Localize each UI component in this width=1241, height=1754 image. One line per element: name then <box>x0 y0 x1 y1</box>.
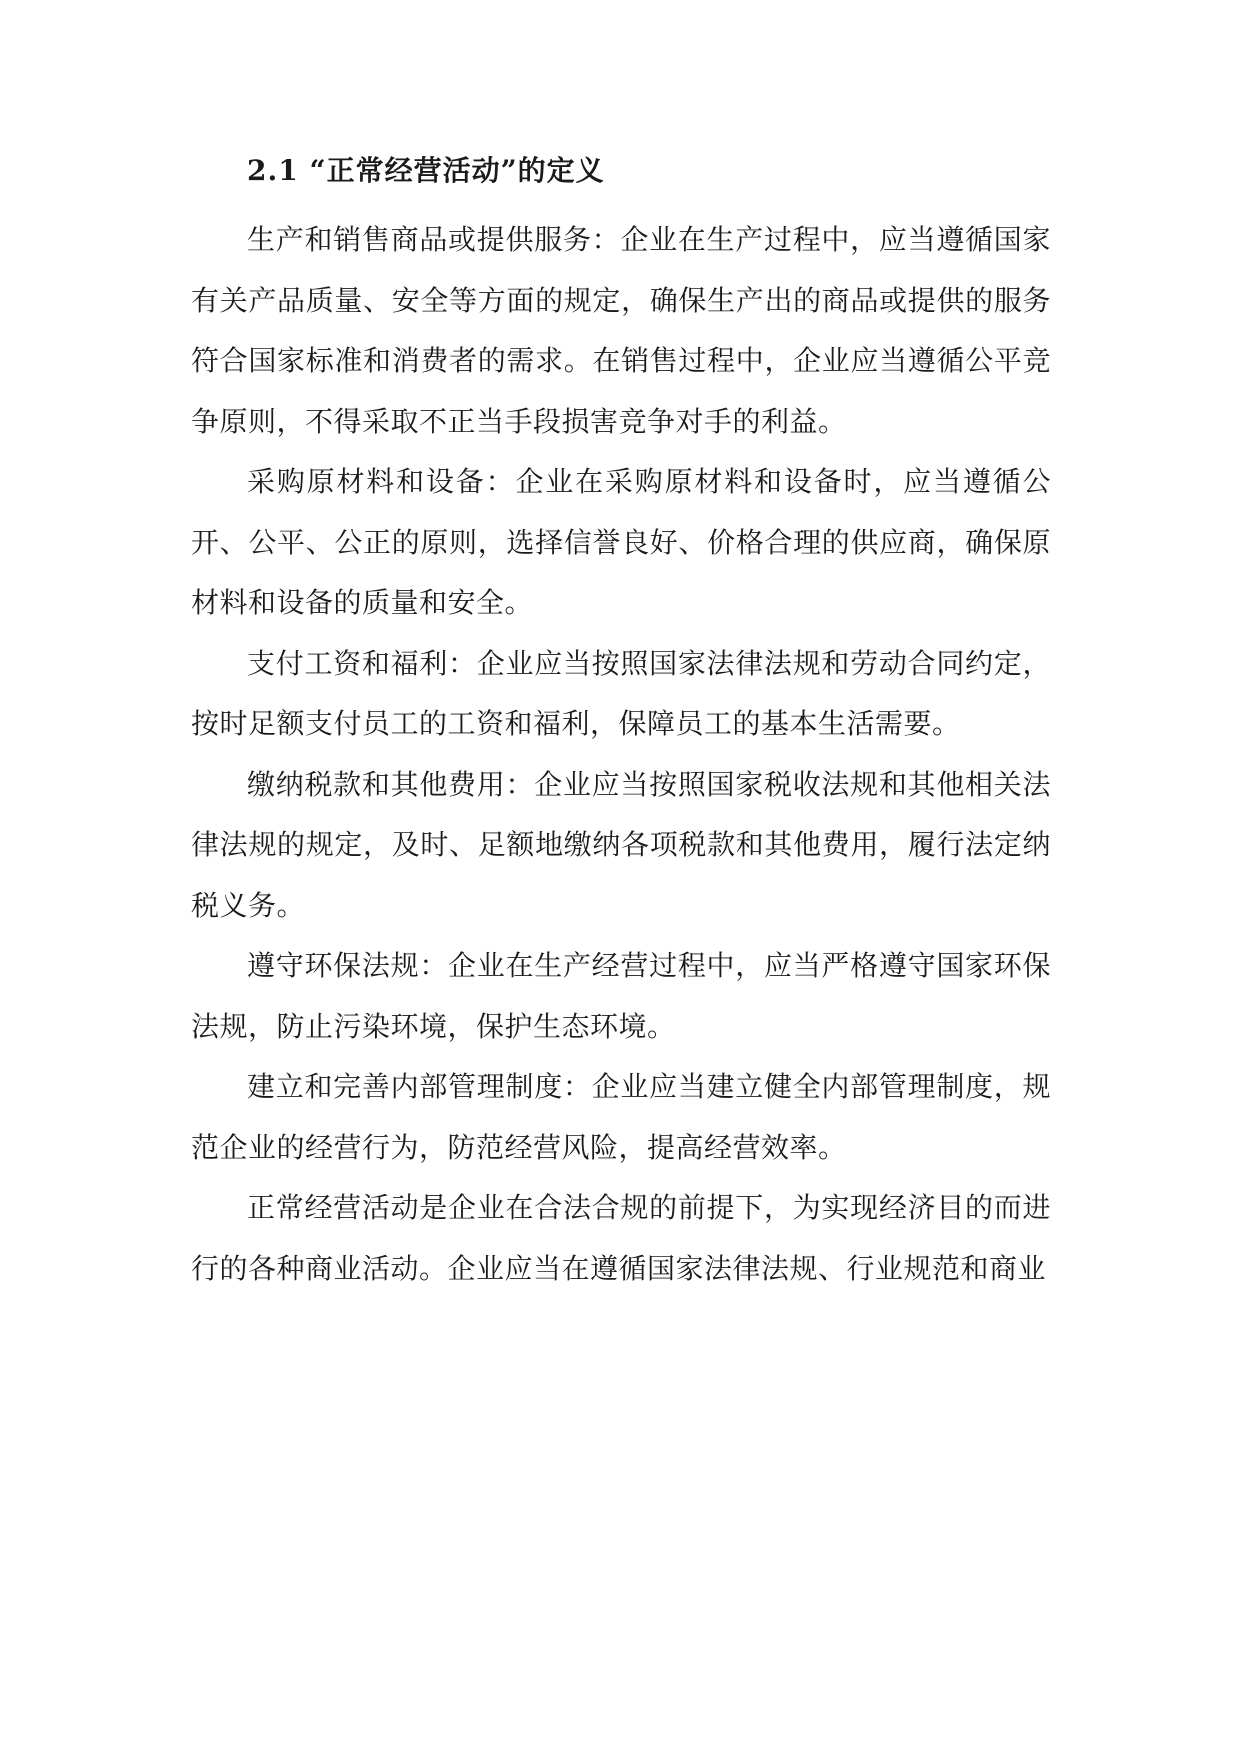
document-body <box>191 150 1051 1299</box>
paragraph-procurement: 采购原材料和设备：企业在采购原材料和设备时，应当遵循公开、公平、公正的原则，选择信誉良好、价格合理的供应商，确保原材料和设备的质量和安全。 <box>191 465 1051 619</box>
paragraph-taxes-fees: 缴纳税款和其他费用：企业应当按照国家税收法规和其他相关法律法规的规定，及时、足额地缴纳各项税款和其他费用，履行法定纳税义务。 <box>191 767 1051 922</box>
paragraph-summary: 正常经营活动是企业在合法合规的前提下，为实现经济目的而进行的各种商业活动。企业应当在遵循国家法律法规、行业规范和商业 <box>191 1191 1051 1285</box>
paragraph-wages-benefits: 支付工资和福利：企业应当按照国家法律法规和劳动合同约定，按时足额支付员工的工资和福利，保障员工的基本生活需要。 <box>191 646 1051 740</box>
paragraph-internal-management: 建立和完善内部管理制度：企业应当建立健全内部管理制度，规范企业的经营行为，防范经营风险，提高经营效率。 <box>191 1070 1051 1164</box>
paragraph-environmental: 遵守环保法规：企业在生产经营过程中，应当严格遵守国家环保法规，防止污染环境，保护生态环境。 <box>191 949 1051 1043</box>
section-heading: 2.1 “正常经营活动”的定义 <box>247 154 605 187</box>
paragraph-production-sales: 生产和销售商品或提供服务：企业在生产过程中，应当遵循国家有关产品质量、安全等方面的规定，确保生产出的商品或提供的服务符合国家标准和消费者的需求。在销售过程中，企业应当遵循公平竞争原则，不得采取不正当手段损害竞争对手的利益。 <box>191 223 1051 438</box>
